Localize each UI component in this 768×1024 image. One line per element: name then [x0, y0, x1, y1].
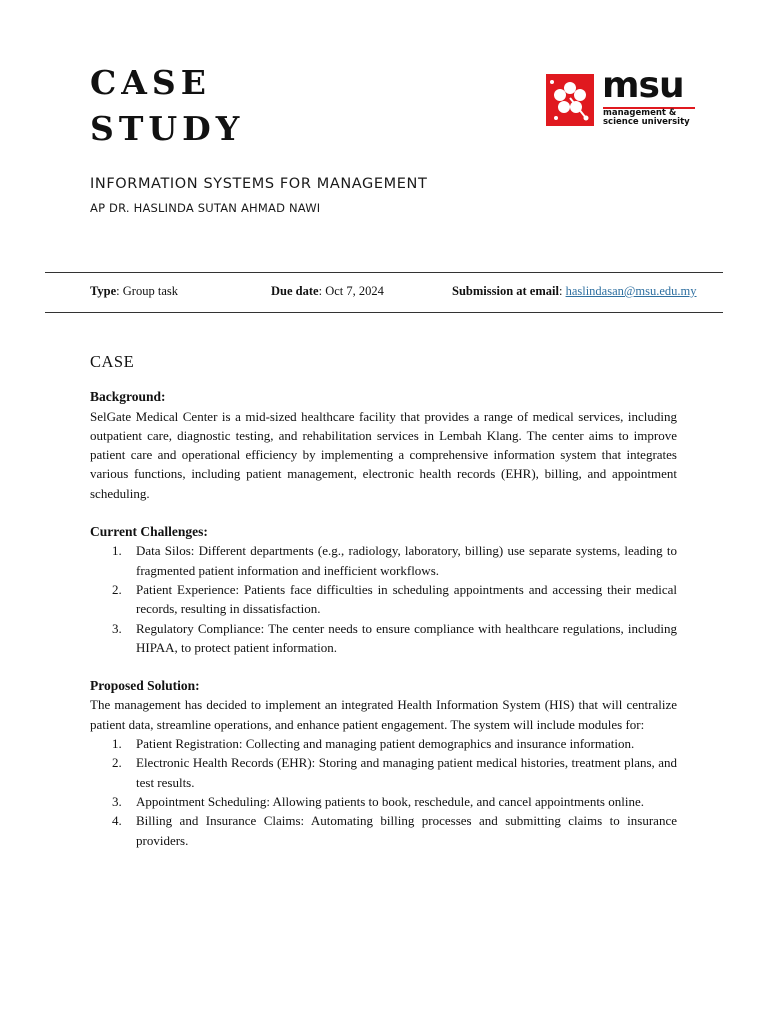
list-item: 4. Billing and Insurance Claims: Automating billing processes and submitting claims to insurance providers. [112, 813, 677, 848]
divider-bottom [45, 312, 723, 313]
logo-tagline-1: management & [603, 108, 677, 118]
modules-list [90, 734, 677, 850]
background-heading: Background: [90, 389, 166, 405]
list-item: 2. Patient Experience: Patients face difficulties in scheduling appointments and accessing their medical records, resulting in dissatisfaction. [112, 581, 677, 617]
challenges-heading: Current Challenges: [90, 524, 208, 540]
task-type: Type: Group task [90, 284, 178, 298]
list-item: 2. Electronic Health Records (EHR): Storing and managing patient medical histories, treatment plans, and test results. [112, 755, 677, 790]
msu-logo [546, 65, 698, 128]
submission-email-label: Submission at email [452, 284, 559, 298]
list-item: 1. Data Silos: Different departments (e.g., radiology, laboratory, billing) use separate systems, leading to fragmented patient information and inefficient workflows. [112, 543, 677, 578]
solution-heading: Proposed Solution: [90, 678, 200, 694]
task-type-label: Type [90, 284, 117, 298]
background-text: SelGate Medical Center is a mid-sized healthcare facility that provides a range of medical services, including outpatient care, diagnostic testing, and rehabilitation services in Lembah Klang. The center aims to improve patient care and operational efficiency by implementing a comprehensive information system that integrates various functions, including patient management, electronic health records (EHR), billing, and appointment scheduling. [90, 408, 677, 501]
case-content [90, 352, 677, 850]
due-date-value: Oct 7, 2024 [325, 284, 384, 298]
logo-tagline-2: science university [603, 116, 690, 127]
title-line-2: STUDY [90, 109, 245, 148]
hibiscus-logo-icon [546, 74, 594, 126]
course-name: INFORMATION SYSTEMS FOR MANAGEMENT [90, 176, 428, 192]
submission-email: Submission at email: haslindasan@msu.edu.my [452, 284, 697, 298]
author-name: AP DR. HASLINDA SUTAN AHMAD NAWI [90, 201, 321, 215]
challenges-list [90, 541, 677, 657]
divider-top [45, 272, 723, 273]
due-date: Due date: Oct 7, 2024 [271, 284, 384, 298]
logo-tagline [603, 109, 690, 126]
list-item: 1. Patient Registration: Collecting and managing patient demographics and insurance information. [112, 736, 635, 752]
solution-text: The management has decided to implement an integrated Health Information System (HIS) that will centralize patient data, streamline operations, and enhance patient engagement. The system will include modules for: [90, 697, 677, 732]
case-heading: CASE [90, 352, 135, 371]
task-type-value: Group task [122, 284, 178, 298]
email-link[interactable]: haslindasan@msu.edu.my [565, 284, 697, 298]
title-line-1: CASE [90, 63, 211, 102]
list-item: 3. Appointment Scheduling: Allowing patients to book, reschedule, and cancel appointments online. [112, 793, 644, 809]
page-title [90, 60, 244, 152]
logo-wordmark: msu [602, 65, 684, 106]
list-item: 3. Regulatory Compliance: The center needs to ensure compliance with healthcare regulations, including HIPAA, to protect patient information. [112, 620, 677, 655]
due-date-label: Due date [271, 284, 319, 298]
